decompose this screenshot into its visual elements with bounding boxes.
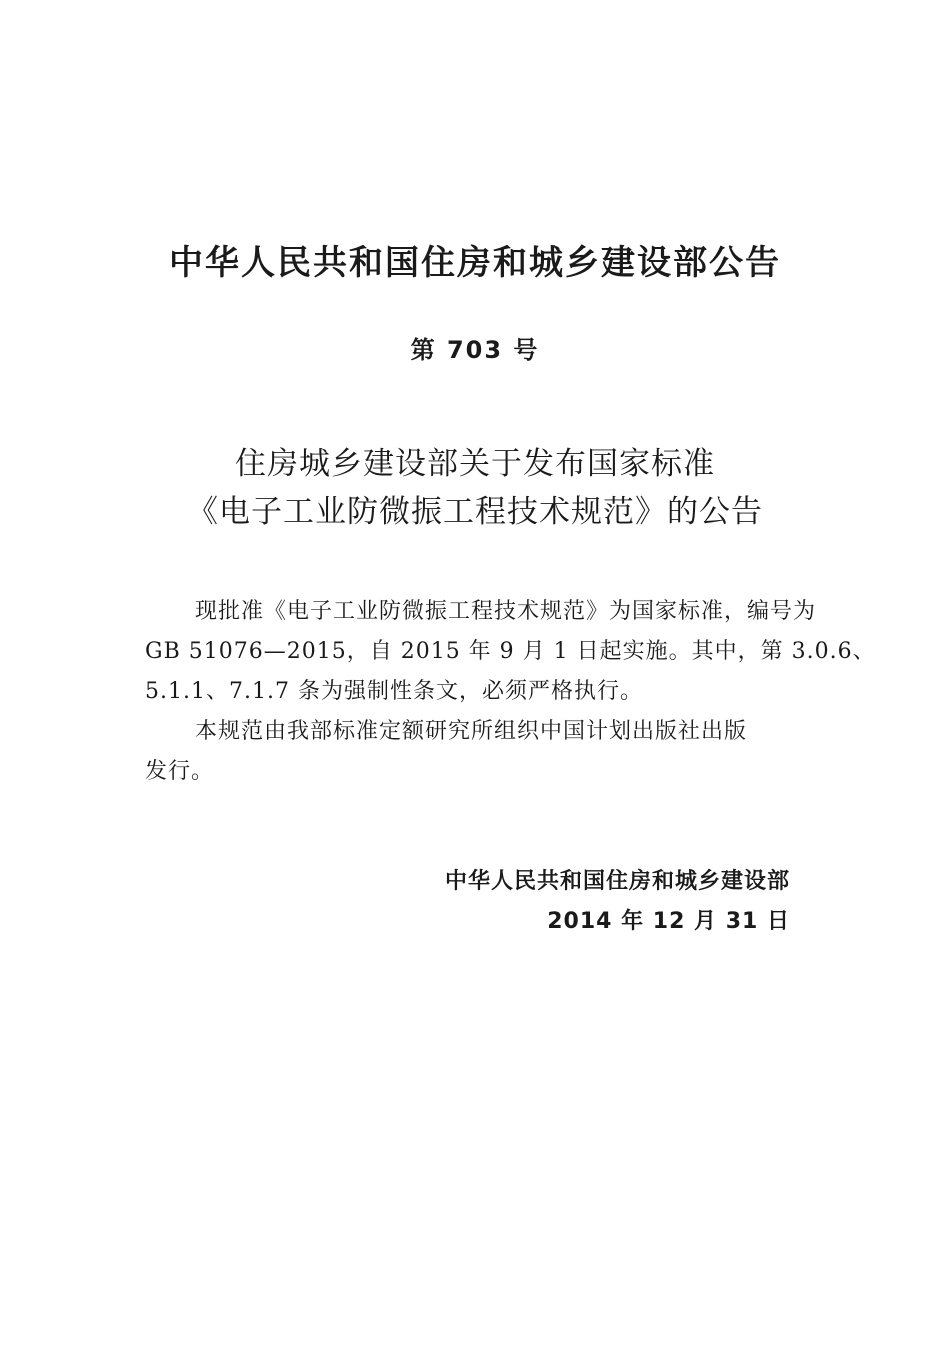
signature-block — [445, 862, 790, 942]
body-paragraph-2-line-1: 本规范由我部标准定额研究所组织中国计划出版社出版 — [195, 719, 748, 744]
announcement-subtitle — [0, 440, 950, 536]
subtitle-line-1: 住房城乡建设部关于发布国家标准 — [235, 446, 715, 482]
issuer-name: 中华人民共和国住房和城乡建设部 — [444, 869, 790, 894]
body-paragraph-1-line-2: GB 51076—2015，自 2015 年 9 月 1 日起实施。其中，第 3.0.6、 — [145, 639, 876, 664]
body-paragraph-2-line-2: 发行。 — [145, 759, 215, 784]
issue-date: 2014 年 12 月 31 日 — [547, 909, 790, 934]
announcement-body — [145, 592, 876, 792]
announcement-title: 中华人民共和国住房和城乡建设部公告 — [169, 243, 781, 283]
subtitle-line-2: 《电子工业防微振工程技术规范》的公告 — [187, 494, 763, 530]
announcement-number: 第 703 号 — [410, 336, 540, 364]
body-paragraph-1-line-1: 现批准《电子工业防微振工程技术规范》为国家标准，编号为 — [195, 599, 817, 624]
body-paragraph-1-line-3: 5.1.1、7.1.7 条为强制性条文，必须严格执行。 — [145, 679, 643, 704]
